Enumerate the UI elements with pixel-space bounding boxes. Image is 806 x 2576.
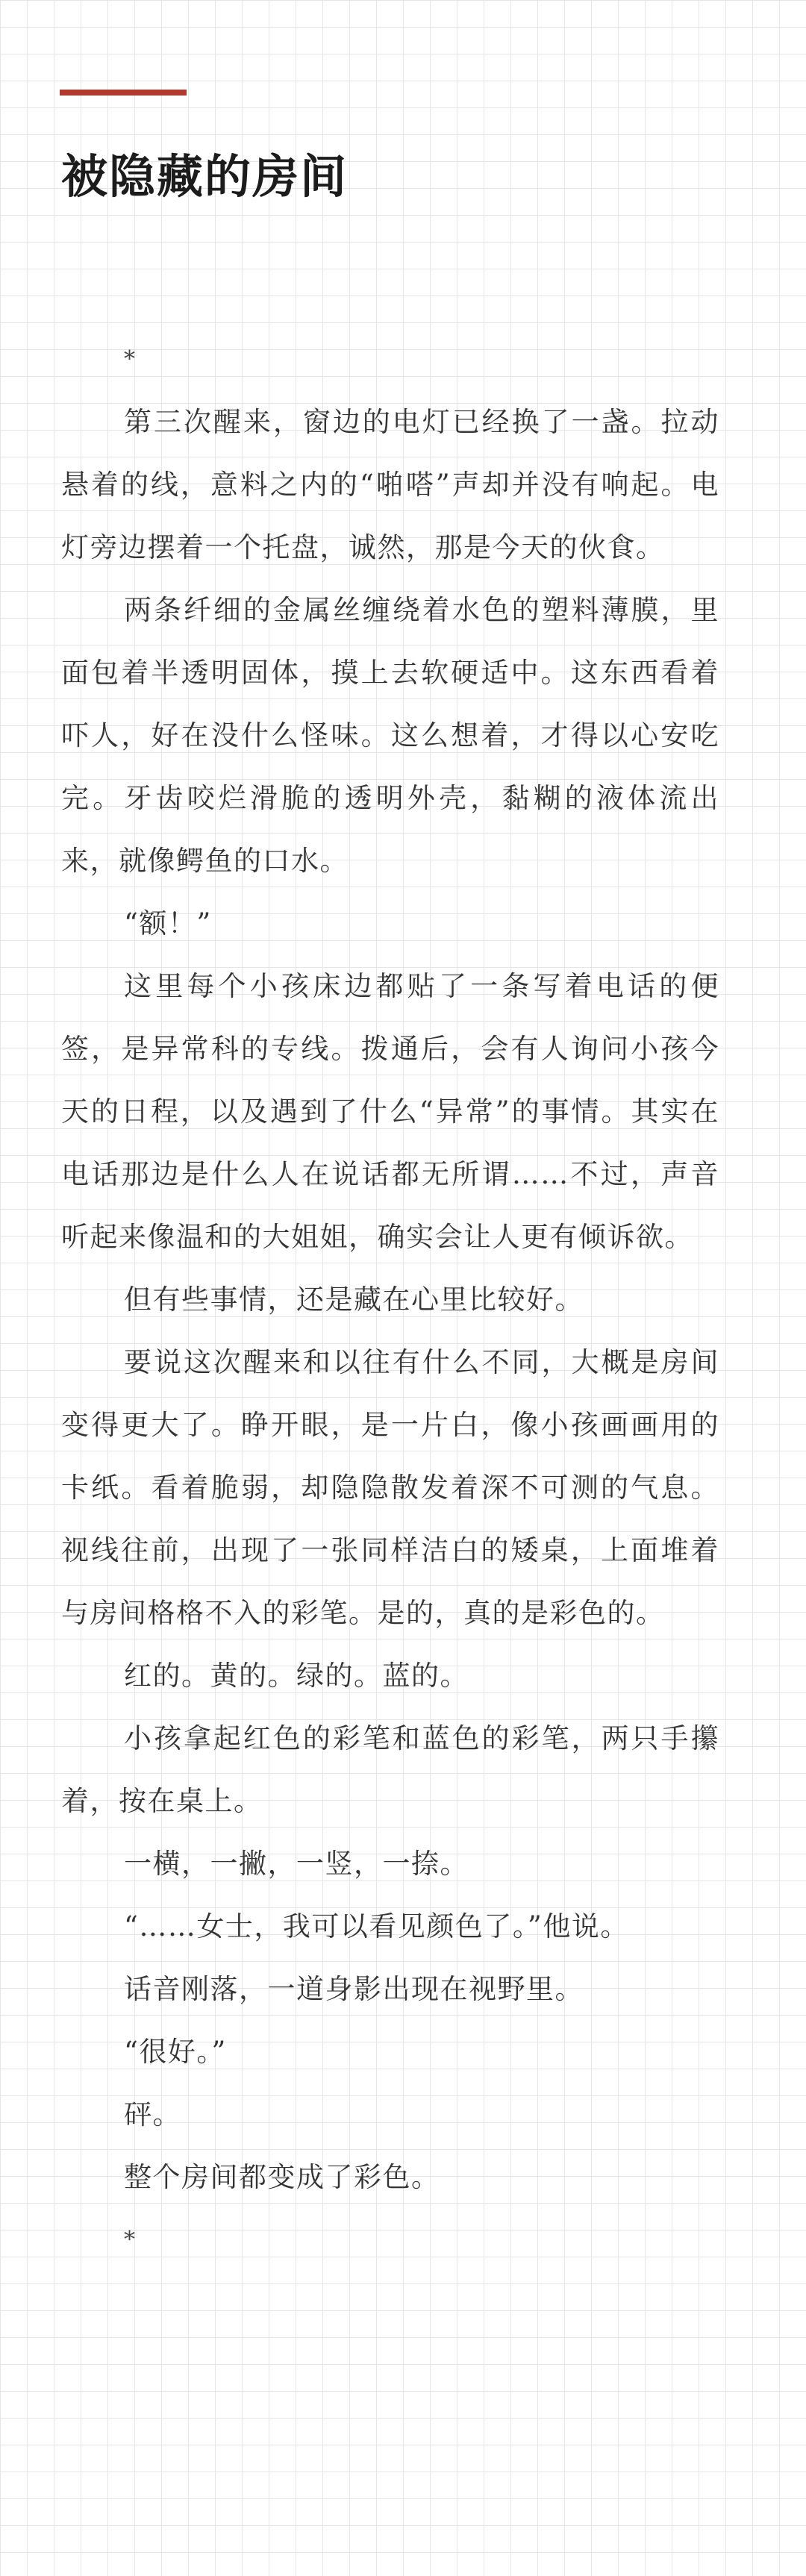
title-accent-bar [60, 90, 187, 96]
paragraph: “……女士，我可以看见颜色了。”他说。 [124, 1910, 629, 1942]
paragraph: 两条纤细的金属丝缠绕着水色的塑料薄膜，里面包着半透明固体，摸上去软硬适中。这东西看着吓人，好在没什么怪味。这么想着，才得以心安吃完。牙齿咬烂滑脆的透明外壳，黏糊的液体流出来，就像鳄鱼的口水。 [61, 594, 719, 877]
paragraph: 砰。 [124, 2098, 181, 2130]
article-body [61, 328, 719, 2272]
paragraph: “很好。” [124, 2036, 227, 2068]
paragraph: 小孩拿起红色的彩笔和蓝色的彩笔，两只手攥着，按在桌上。 [61, 1722, 719, 1817]
paragraph: 要说这次醒来和以往有什么不同，大概是房间变得更大了。睁开眼，是一片白，像小孩画画用的卡纸。看着脆弱，却隐隐散发着深不可测的气息。视线往前，出现了一张同样洁白的矮桌，上面堆着与房间格格不入的彩笔。是的，真的是彩色的。 [61, 1346, 719, 1629]
section-separator-top: * [124, 346, 135, 372]
article-title: 被隐藏的房间 [61, 149, 349, 204]
paragraph: 第三次醒来，窗边的电灯已经换了一盏。拉动悬着的线，意料之内的“啪嗒”声却并没有响起。电灯旁边摆着一个托盘，诚然，那是今天的伙食。 [61, 406, 719, 563]
paragraph: 整个房间都变成了彩色。 [124, 2161, 440, 2193]
paragraph: 话音刚落，一道身影出现在视野里。 [124, 1973, 584, 2005]
section-separator-bottom: * [124, 2227, 135, 2253]
paragraph: “额！” [124, 907, 212, 940]
paragraph: 红的。黄的。绿的。蓝的。 [124, 1660, 469, 1692]
paragraph: 这里每个小孩床边都贴了一条写着电话的便签，是异常科的专线。拨通后，会有人询问小孩今天的日程，以及遇到了什么“异常”的事情。其实在电话那边是什么人在说话都无所谓……不过，声音听起来像温和的大姐姐，确实会让人更有倾诉欲。 [61, 970, 719, 1253]
paragraph: 一横，一撇，一竖，一捺。 [124, 1848, 469, 1880]
paragraph: 但有些事情，还是藏在心里比较好。 [124, 1284, 584, 1316]
